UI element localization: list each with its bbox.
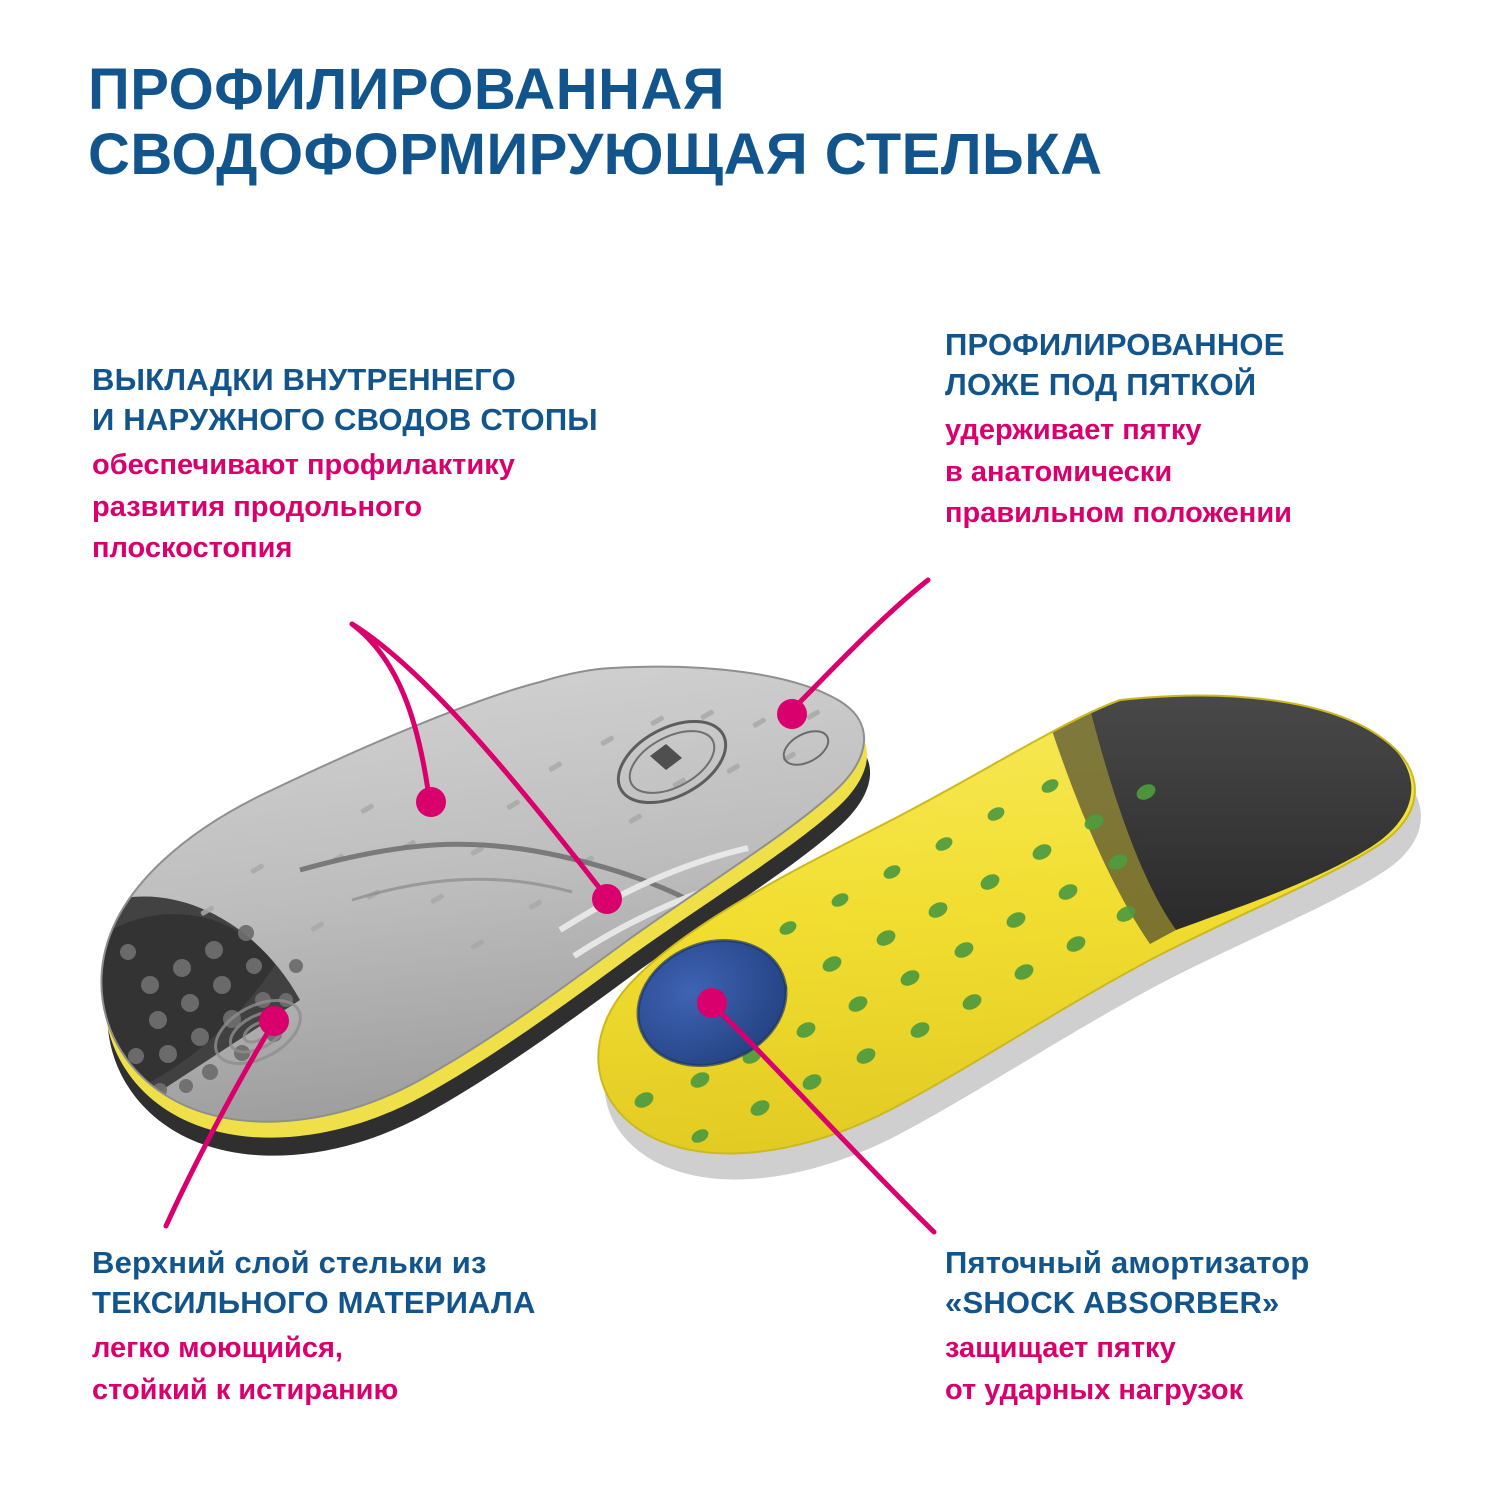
- callout-shock-absorber-heading-line-1: Пяточный амортизатор: [945, 1245, 1310, 1280]
- callout-shock-absorber-sub-line-1: защищает пятку: [945, 1332, 1176, 1365]
- callout-textile-sub-line-1: легко моющийся,: [92, 1332, 343, 1365]
- callout-arch-supports-sub-line-3: плоскостопия: [92, 531, 293, 564]
- callout-arch-supports-sub-line-2: развития продольного: [92, 490, 423, 523]
- callout-arch-supports-heading: [92, 360, 732, 439]
- callout-textile-heading: [92, 1243, 752, 1322]
- callout-shock-absorber-heading-line-2: «SHOCK ABSORBER»: [945, 1284, 1280, 1320]
- callout-heel-cup: [945, 325, 1415, 534]
- callout-shock-absorber-sub-line-2: от ударных нагрузок: [945, 1373, 1244, 1406]
- callout-arch-supports: [92, 360, 732, 569]
- callout-heel-cup-sub-line-3: правильном положении: [945, 496, 1292, 529]
- callout-textile-heading-line-2: ТЕКСИЛЬНОГО МАТЕРИАЛА: [92, 1284, 536, 1320]
- callout-heel-cup-subtext: [945, 410, 1415, 534]
- page-title-line-1: ПРОФИЛИРОВАННАЯ: [88, 57, 726, 122]
- callout-textile-top-layer: [92, 1243, 752, 1411]
- callout-shock-absorber-heading: [945, 1243, 1465, 1322]
- callout-textile-sub-line-2: стойкий к истиранию: [92, 1373, 399, 1406]
- callout-heel-cup-sub-line-2: в анатомически: [945, 455, 1173, 488]
- callout-textile-heading-line-1: Верхний слой стельки из: [92, 1245, 487, 1280]
- page-title-line-2: СВОДОФОРМИРУЮЩАЯ СТЕЛЬКА: [88, 121, 1103, 187]
- callout-arch-supports-heading-line-2: И НАРУЖНОГО СВОДОВ СТОПЫ: [92, 401, 598, 437]
- callout-textile-subtext: [92, 1328, 752, 1410]
- callout-heel-cup-heading-line-1: ПРОФИЛИРОВАННОЕ: [945, 327, 1285, 362]
- callout-heel-cup-heading-line-2: ЛОЖЕ ПОД ПЯТКОЙ: [945, 366, 1257, 402]
- callout-arch-supports-sub-line-1: обеспечивают профилактику: [92, 449, 515, 482]
- callout-shock-absorber: [945, 1243, 1465, 1411]
- callout-arch-supports-subtext: [92, 445, 732, 569]
- callout-shock-absorber-subtext: [945, 1328, 1465, 1410]
- callout-heel-cup-sub-line-1: удерживает пятку: [945, 414, 1202, 447]
- callout-heel-cup-heading: [945, 325, 1415, 404]
- callout-arch-supports-heading-line-1: ВЫКЛАДКИ ВНУТРЕННЕГО: [92, 362, 516, 397]
